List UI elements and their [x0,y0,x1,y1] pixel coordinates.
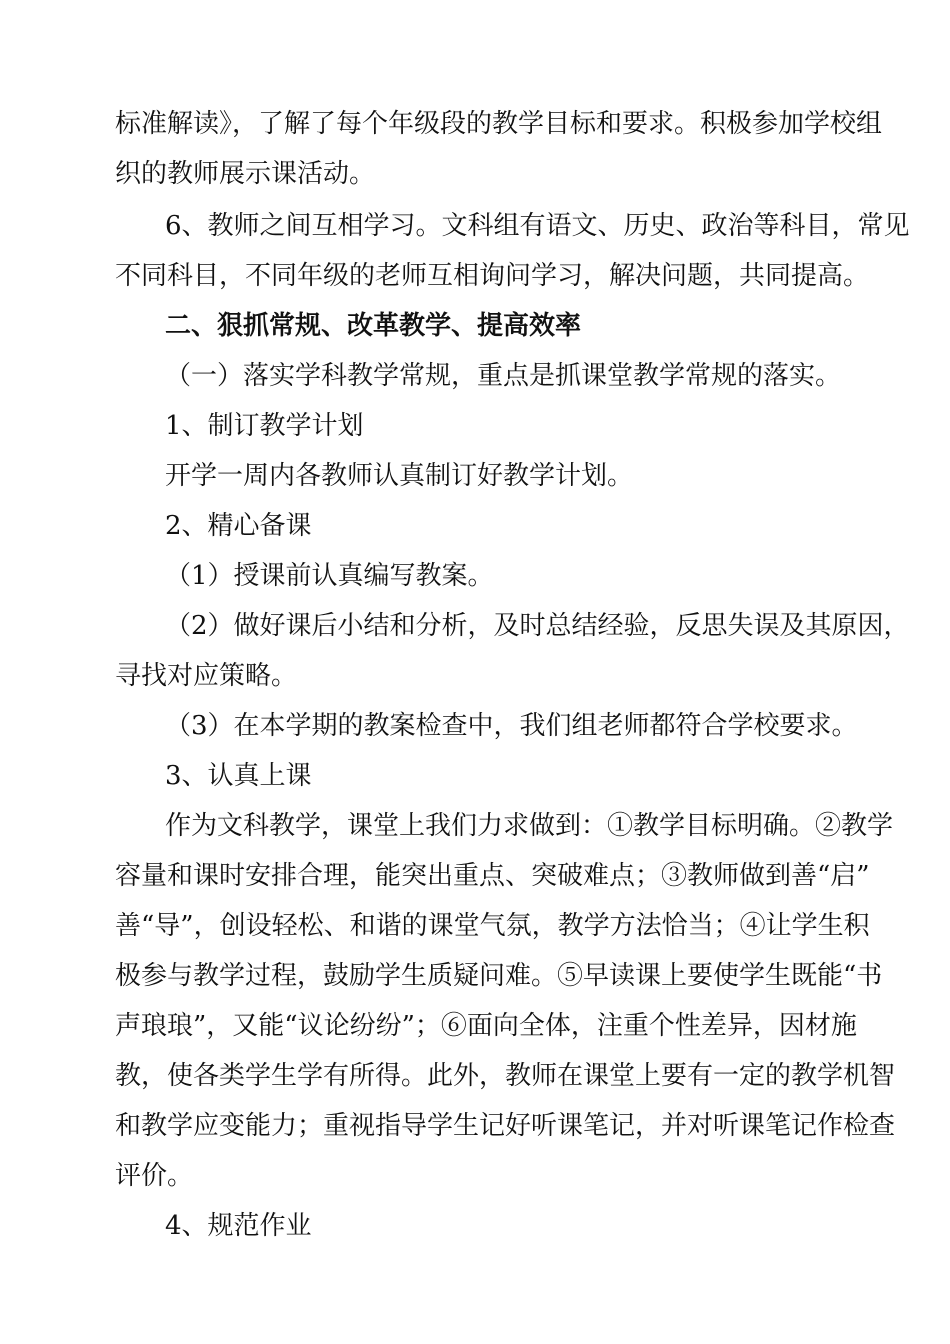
item-heading: 4、规范作业 [165,1211,312,1241]
paragraph-line: 不同科目，不同年级的老师互相询问学习，解决问题，共同提高。 [115,261,870,291]
paragraph-line: 寻找对应策略。 [115,661,298,691]
item-heading: 2、精心备课 [165,511,312,541]
subsection-heading: （一）落实学科教学常规，重点是抓课堂教学常规的落实。 [165,361,842,391]
paragraph-line: 评价。 [115,1161,194,1191]
paragraph-line: 教，使各类学生学有所得。此外，教师在课堂上要有一定的教学机智 [115,1061,896,1091]
paragraph-line: 容量和课时安排合理，能突出重点、突破难点；③教师做到善“启” [115,861,870,891]
paragraph-line: 开学一周内各教师认真制订好教学计划。 [165,461,634,491]
paragraph-line: 6、教师之间互相学习。文科组有语文、历史、政治等科目，常见 [165,211,910,241]
paragraph-line: 极参与教学过程，鼓励学生质疑问难。⑤早读课上要使学生既能“书 [115,961,883,991]
paragraph-line: 和教学应变能力；重视指导学生记好听课笔记，并对听课笔记作检查 [115,1111,896,1141]
paragraph-line: 织的教师展示课活动。 [115,159,376,189]
paragraph-line: （1）授课前认真编写教案。 [165,561,494,591]
paragraph-line: （2）做好课后小结和分析，及时总结经验，反思失误及其原因， [165,611,910,641]
section-heading: 二、狠抓常规、改革教学、提高效率 [165,311,582,341]
paragraph-line: 作为文科教学，课堂上我们力求做到：①教学目标明确。②教学 [165,811,894,841]
paragraph-line: 善“导”，创设轻松、和谐的课堂气氛，教学方法恰当；④让学生积 [115,911,870,941]
item-heading: 3、认真上课 [165,761,312,791]
paragraph-line: （3）在本学期的教案检查中，我们组老师都符合学校要求。 [165,711,858,741]
paragraph-line: 标准解读》，了解了每个年级段的教学目标和要求。积极参加学校组 [115,109,883,139]
paragraph-line: 声琅琅”，又能“议论纷纷”；⑥面向全体，注重个性差异，因材施 [115,1011,857,1041]
item-heading: 1、制订教学计划 [165,411,364,441]
